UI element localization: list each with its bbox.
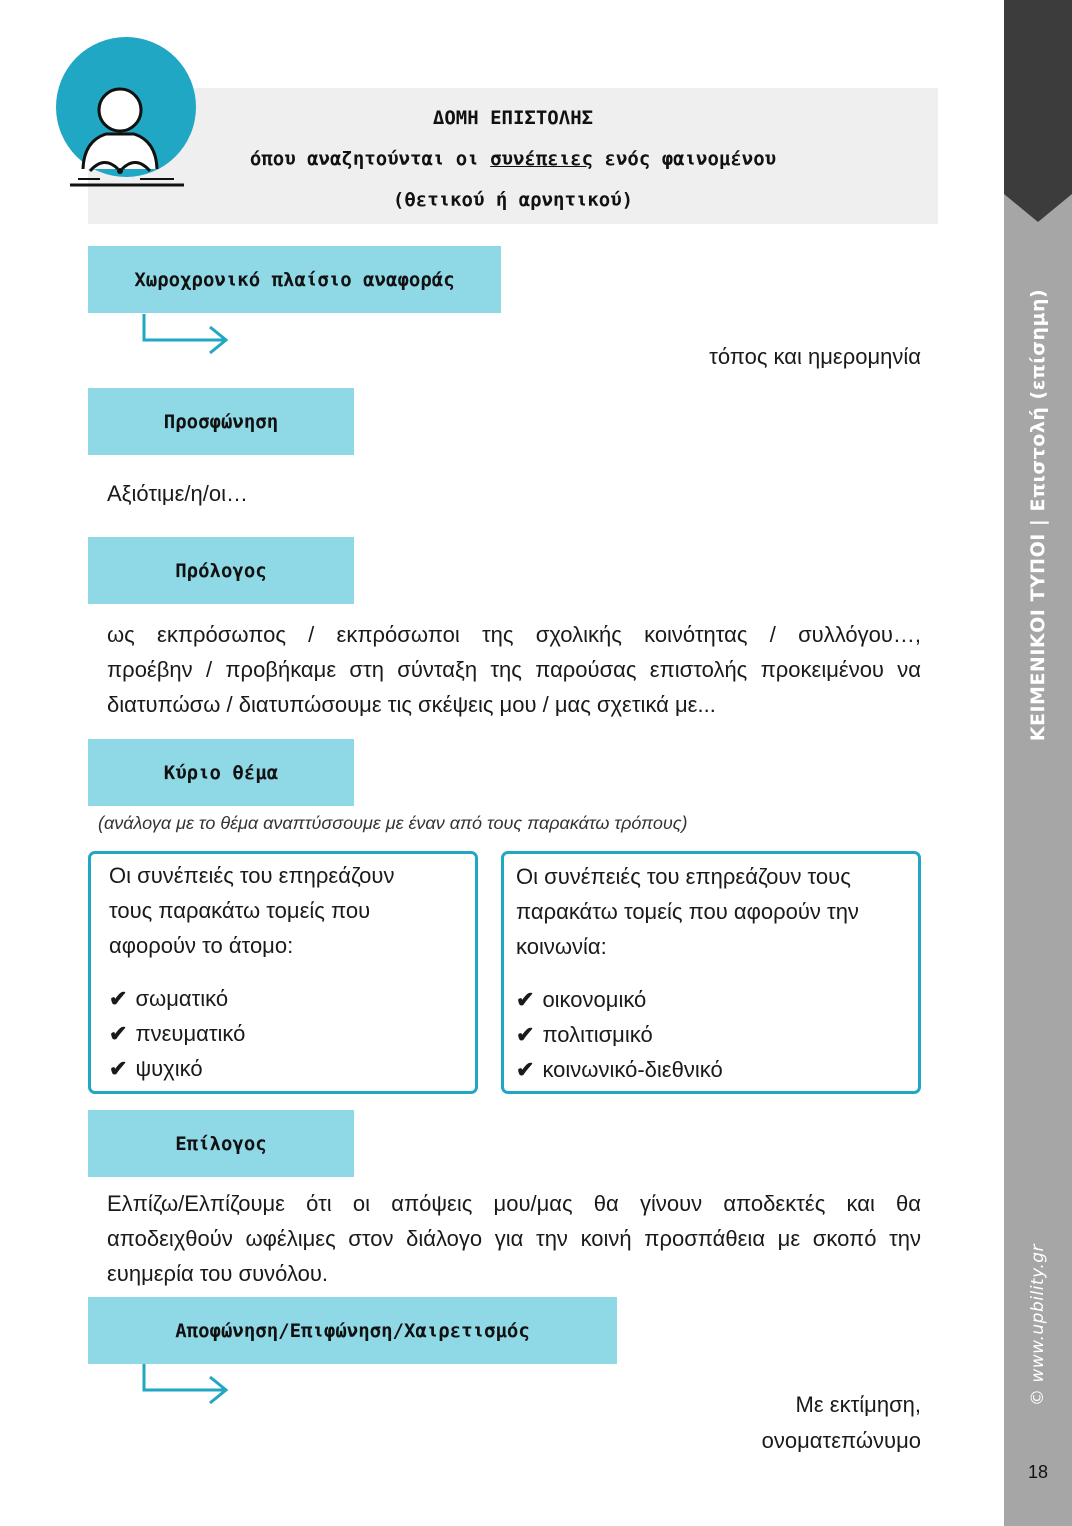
salutation-text: Αξιότιμε/η/οι… xyxy=(107,481,248,506)
box-individual-line-3: αφορούν το άτομο: xyxy=(109,933,294,958)
list-item xyxy=(516,1052,723,1087)
box-society-list xyxy=(516,982,723,1087)
sidebar-copyright: © www.upbility.gr xyxy=(1028,1243,1048,1407)
sidebar-notch xyxy=(1004,194,1072,222)
label-epilogue: Επίλογος xyxy=(88,1110,354,1177)
closing-line-1: Με εκτίμηση, xyxy=(795,1392,921,1417)
epilogue-line-2: αποδειχθούν ωφέλιμες στον διάλογο για την κοινή προσπάθεια με σκοπό την xyxy=(107,1226,921,1251)
header-note: (θετικού ή αρνητικού) xyxy=(392,189,634,211)
header-subtitle-start: όπου αναζητούνται οι xyxy=(249,148,491,170)
label-prologue: Πρόλογος xyxy=(88,537,354,604)
list-item xyxy=(109,981,245,1016)
arrow-right-icon xyxy=(140,1362,232,1408)
prologue-line-3: διατυπώσω / διατυπώσουμε τις σκέψεις μου / μας σχετικά με... xyxy=(107,692,716,717)
box-society-line-2: παρακάτω τομείς που αφορούν την xyxy=(516,899,859,924)
page-number: 18 xyxy=(1027,1462,1049,1482)
check-icon: ✔ xyxy=(109,986,128,1011)
box-society-text xyxy=(516,859,859,964)
list-item xyxy=(516,1017,723,1052)
box-individual-line-2: τους παρακάτω τομείς που xyxy=(109,898,371,923)
person-writing-icon xyxy=(56,37,196,197)
list-item-label: πολιτισμικό xyxy=(542,1022,653,1047)
sidebar-top-block xyxy=(1004,0,1072,194)
sidebar xyxy=(1004,0,1072,1526)
list-item-label: οικονομικό xyxy=(542,987,647,1012)
header-subtitle xyxy=(88,148,938,170)
check-icon: ✔ xyxy=(516,987,535,1012)
header-subtitle-underlined: συνέπειες xyxy=(490,148,594,170)
check-icon: ✔ xyxy=(109,1056,128,1081)
list-item xyxy=(109,1051,245,1086)
epilogue-line-3: ευημερία του συνόλου. xyxy=(107,1261,329,1286)
list-item-label: κοινωνικό-διεθνικό xyxy=(542,1057,723,1082)
label-time-place: Χωροχρονικό πλαίσιο αναφοράς xyxy=(88,246,501,313)
header-box xyxy=(88,88,938,224)
check-icon: ✔ xyxy=(109,1021,128,1046)
list-item xyxy=(109,1016,245,1051)
label-main-topic: Κύριο θέμα xyxy=(88,739,354,806)
box-society-line-3: κοινωνία: xyxy=(516,934,607,959)
box-society xyxy=(501,851,921,1094)
check-icon: ✔ xyxy=(516,1057,535,1082)
box-individual-text xyxy=(109,858,394,963)
list-item-label: πνευματικό xyxy=(135,1021,246,1046)
label-salutation: Προσφώνηση xyxy=(88,388,354,455)
arrow-right-icon xyxy=(140,312,232,358)
box-society-line-1: Οι συνέπειές του επηρεάζουν τους xyxy=(516,864,851,889)
prologue-line-2: προέβην / προβήκαμε στη σύνταξη της παρούσας επιστολής προκειμένου να xyxy=(107,657,921,682)
box-individual xyxy=(88,851,478,1094)
list-item xyxy=(516,982,723,1017)
epilogue-line-1: Ελπίζω/Ελπίζουμε ότι οι απόψεις μου/μας θα γίνουν αποδεκτές και θα xyxy=(107,1191,921,1216)
header-subtitle-end: ενός φαινομένου xyxy=(593,148,777,170)
sidebar-title: ΚΕΙΜΕΝΙΚΟΙ ΤΥΠΟΙ | Επιστολή (επίσημη) xyxy=(1027,288,1049,742)
header-title: ΔΟΜΗ ΕΠΙΣΤΟΛΗΣ xyxy=(432,107,594,129)
list-item-label: σωματικό xyxy=(135,986,229,1011)
box-individual-line-1: Οι συνέπειές του επηρεάζουν xyxy=(109,863,395,888)
closing-line-2: ονοματεπώνυμο xyxy=(761,1428,921,1453)
main-topic-note: (ανάλογα με το θέμα αναπτύσσουμε με έναν από τους παρακάτω τρόπους) xyxy=(98,813,688,833)
place-date-text: τόπος και ημερομηνία xyxy=(709,344,921,369)
box-individual-list xyxy=(109,981,245,1086)
prologue-line-1: ως εκπρόσωπος / εκπρόσωποι της σχολικής κοινότητας / συλλόγου…, xyxy=(107,622,921,647)
label-closing: Αποφώνηση/Επιφώνηση/Χαιρετισμός xyxy=(88,1297,617,1364)
list-item-label: ψυχικό xyxy=(135,1056,203,1081)
check-icon: ✔ xyxy=(516,1022,535,1047)
